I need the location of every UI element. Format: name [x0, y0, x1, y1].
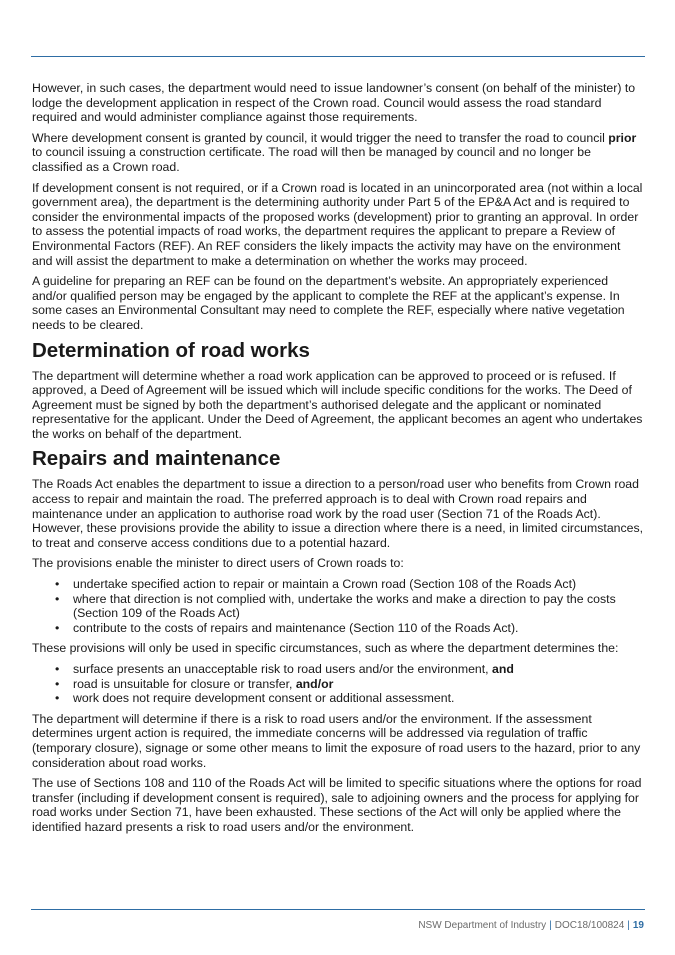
- emphasis-text: and: [492, 662, 514, 676]
- list-item: [32, 662, 644, 677]
- paragraph: These provisions will only be used in specific circumstances, such as where the department determines the:: [32, 641, 619, 656]
- paragraph-text: Where development consent is granted by council, it would trigger the need to transfer the road to council: [32, 130, 609, 145]
- paragraph: However, in such cases, the department would need to issue landowner’s consent (on behalf of the minister) to lodge the development application in respect of the Crown road. Council would assess the road standard required and would administer compliance against those requirements.: [32, 81, 636, 125]
- paragraph: A guideline for preparing an REF can be found on the department’s website. An appropriately experienced and/or qualified person may be engaged by the applicant to complete the REF at the applicant’s expense. In some cases an Environmental Consultant may need to complete the REF, especially where native vegetation needs to be cleared.: [32, 274, 625, 332]
- list-item-text: where that direction is not complied with, undertake the works and make a direction to pay the costs (Section 109 of the Roads Act): [73, 591, 616, 621]
- bullet-icon: •: [55, 591, 60, 606]
- list-item-text: road is unsuitable for closure or transfer,: [73, 676, 296, 691]
- page-body: [32, 81, 644, 841]
- page-footer: [418, 920, 644, 931]
- bullet-icon: •: [55, 676, 60, 691]
- bullet-list-directions: [32, 577, 644, 635]
- paragraph: The Roads Act enables the department to issue a direction to a person/road user who benefits from Crown road access to repair and maintain the road. The preferred approach is to deal with Crown road repairs and maintenance under an application to authorise road work by the road user (Section 71 of the Roads Act). However, these provisions provide the ability to issue a direction where there is a need, in limited circumstances, to treat and conserve access conditions due to a potential hazard.: [32, 477, 644, 550]
- section-heading-repairs: Repairs and maintenance: [32, 447, 281, 471]
- header-rule: [31, 56, 645, 57]
- list-item-text: contribute to the costs of repairs and maintenance (Section 110 of the Roads Act).: [73, 620, 519, 635]
- list-item: [32, 677, 644, 692]
- paragraph: The department will determine if there is a risk to road users and/or the environment. If the assessment determines urgent action is required, the immediate concerns will be addressed via regulation of traffic (temporary closure), signage or some other means to limit the exposure of road users to the hazard, prior to any consideration about road works.: [32, 711, 641, 770]
- bullet-list-conditions: [32, 662, 644, 706]
- footer-separator: |: [627, 920, 630, 931]
- emphasis-text: prior: [608, 130, 637, 145]
- footer-rule: [31, 909, 645, 910]
- list-item-text: work does not require development consent or additional assessment.: [73, 691, 455, 706]
- list-item-text: surface presents an unacceptable risk to road users and/or the environment,: [73, 662, 493, 676]
- bullet-icon: •: [55, 662, 60, 676]
- paragraph: The use of Sections 108 and 110 of the Roads Act will be limited to specific situations where the options for road transfer (including if development consent is required), sale to adjoining owners and the process for applying for road works under Section 71, have been exhausted. These sections of the Act will only be applied where the identified hazard presents a risk to road users and/or the environment.: [32, 776, 642, 834]
- page-number: 19: [632, 920, 644, 931]
- bullet-icon: •: [55, 620, 60, 635]
- footer-separator: |: [549, 920, 552, 931]
- list-item-text: undertake specified action to repair or maintain a Crown road (Section 108 of the Roads Act): [73, 577, 577, 592]
- bullet-icon: •: [55, 691, 60, 706]
- section-heading-determination: Determination of road works: [32, 338, 310, 362]
- bullet-icon: •: [55, 577, 60, 592]
- emphasis-text: and/or: [295, 676, 334, 691]
- paragraph: [32, 131, 644, 175]
- list-item: [32, 621, 644, 636]
- footer-doc-ref: DOC18/100824: [554, 920, 625, 931]
- paragraph: The provisions enable the minister to direct users of Crown roads to:: [32, 556, 404, 571]
- list-item: [32, 691, 644, 706]
- paragraph: The department will determine whether a road work application can be approved to proceed or is refused. If approved, a Deed of Agreement will be issued which will include specific conditions for the works. The Deed of Agreement must be signed by both the department’s authorised delegate and the applicant or nominated representative for the applicant. Under the Deed of Agreement, the applicant becomes an agent who undertakes the works on behalf of the department.: [32, 368, 643, 441]
- paragraph: If development consent is not required, or if a Crown road is located in an unincorporated area (not within a local government area), the department is the determining authority under Part 5 of the EP&A Act and is required to consider the environmental impacts of the proposed works (development) prior to granting an approval. In order to assess the potential impacts of road works, the department requires the applicant to prepare a Review of Environmental Factors (REF). An REF considers the likely impacts the activity may have on the environment and will assist the department to make a determination on whether the works may proceed.: [32, 180, 643, 268]
- list-item: [32, 577, 644, 592]
- list-item: [32, 592, 644, 621]
- footer-organisation: NSW Department of Industry: [418, 920, 547, 931]
- paragraph-text: to council issuing a construction certificate. The road will then be managed by council and no longer be classified as a Crown road.: [32, 145, 591, 174]
